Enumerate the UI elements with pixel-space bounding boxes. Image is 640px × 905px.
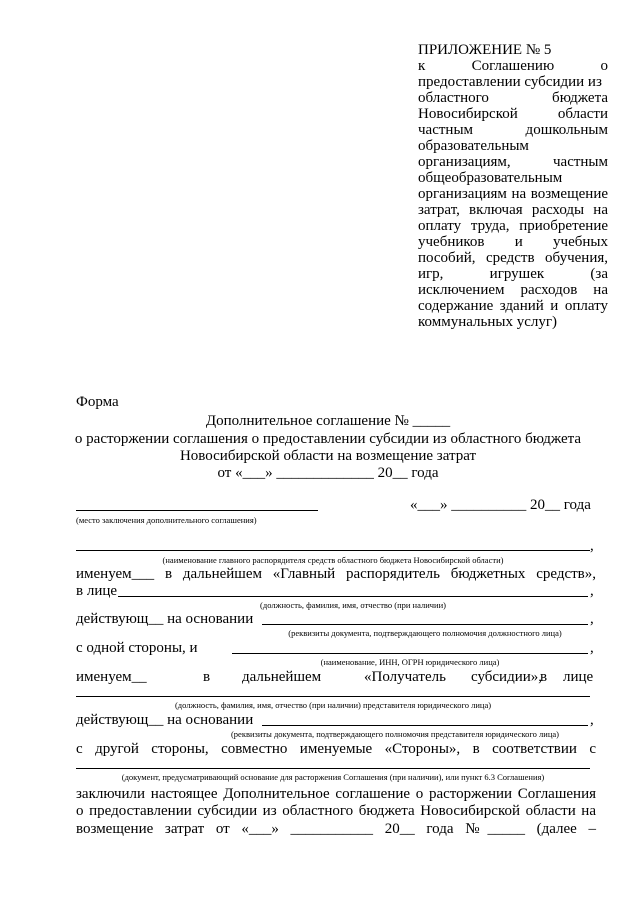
appendix-line: содержание зданий и оплату	[418, 298, 608, 314]
header-subtitle: Новосибирской области на возмещение затрат	[179, 448, 477, 464]
appendix-line: предоставлении субсидии из	[418, 74, 602, 90]
rep-line	[76, 696, 590, 697]
appendix-line: организациям, частным	[418, 154, 608, 170]
body-line: именуем___ в дальнейшем «Главный распорядитель бюджетных средств»,	[76, 566, 596, 582]
appendix-line: к Соглашению о	[418, 58, 608, 74]
place-line	[76, 510, 318, 511]
word: субсидии»,	[471, 669, 543, 685]
header-subtitle: о расторжении соглашения о предоставлении субсидии из областного бюджета	[74, 431, 582, 447]
appendix-line: Новосибирской области	[418, 106, 608, 122]
agreement-date: «___» __________ 20__ года	[410, 497, 591, 513]
appendix-block	[418, 42, 608, 330]
org-caption: (наименование, ИНН, ОГРН юридического лица)	[320, 657, 500, 667]
position-caption: (должность, фамилия, имя, отчество (при наличии)	[260, 600, 446, 610]
appendix-line: организациям на возмещение	[418, 186, 608, 202]
in-person-label: в лице	[76, 583, 118, 599]
document-page: ПРИЛОЖЕНИЕ № 5 к Соглашению о предоставлении субсидии из областного бюджета Новосибирской области частным дошкольным образовательным организациям, частным общеобразовательным организациям на возмещение затрат, включая расходы на оплату труда, приобретение учебников и учебных пособий, средств обучения, игр, игрушек (за исключением расходов на содержание зданий и оплату коммунальных услуг) Форма Дополнительное соглашение № _____ о расторжении соглашения о предоставлении субсидии из областного бюджета Новосибирской области на возмещение затрат от «___» _____________ 20__ года «___» __________ 20__ года (место заключения дополнительного соглашения) , (наименование главного распорядителя средств областного бюджета Новосибирской области) именуем___ в дальнейшем «Главный распорядитель бюджетных средств», в лице , (должность, фамилия, имя, отчество (при наличии) действующ__ на основании , (реквизиты документа, подтверждающего полномочия должностного лица) с одной стороны, и , (наименование, ИНН, ОГРН юридического лица) именуем__ в дальнейшем «Получатель субсидии», в лице (должность, фамилия, имя, отчество (при наличии) представителя юридического лица) действующ__ на основании , (реквизиты документа, подтверждающего полномочия представителя юридического лица) с другой стороны, совместно именуемые «Стороны», в соответствии с (документ, предусматривающий основание для расторжения Соглашения (при наличии), или пункт 6.3 Соглашения) заключили настоящее Дополнительное соглашение о расторжении Соглашения о предоставлении субсидии из областного бюджета Новосибирской области на возмещение затрат от «___» ___________ 20__ года №_____ (далее –	[0, 0, 640, 905]
appendix-line: областного бюджета	[418, 90, 608, 106]
header-title: Дополнительное соглашение № _____	[205, 413, 451, 429]
doc-caption: (реквизиты документа, подтверждающего полномочия должностного лица)	[288, 628, 562, 638]
body-line: о предоставлении субсидии из областного бюджета Новосибирской области на	[76, 803, 596, 819]
header-date: от «___» _____________ 20__ года	[217, 465, 439, 481]
rep-caption: (должность, фамилия, имя, отчество (при наличии) представителя юридического лица)	[174, 700, 492, 710]
person-line	[118, 596, 588, 597]
manager-line	[76, 550, 590, 551]
appendix-line: общеобразовательным	[418, 170, 563, 186]
basis-line	[262, 725, 588, 726]
place-caption: (место заключения дополнительного соглашения)	[76, 515, 257, 525]
appendix-line: игр, игрушек (за	[418, 266, 608, 282]
acting-label: действующ__ на основании	[76, 611, 254, 627]
basis-caption: (документ, предусматривающий основание для расторжения Соглашения (при наличии), или пункт 6.3 Соглашения)	[121, 772, 545, 782]
form-label: Форма	[76, 394, 119, 410]
word: лице	[563, 669, 594, 685]
org-line	[232, 653, 588, 654]
word: в	[540, 669, 548, 685]
appendix-line: оплату труда, приобретение	[418, 218, 608, 234]
basis-doc-line	[76, 768, 590, 769]
body-line: возмещение затрат от «___» ___________ 20__ года №_____ (далее –	[76, 821, 596, 837]
appendix-line: исключением расходов на	[418, 282, 608, 298]
appendix-title: ПРИЛОЖЕНИЕ № 5	[418, 42, 552, 58]
appendix-line: образовательным	[418, 138, 529, 154]
one-side-label: с одной стороны, и	[76, 640, 198, 656]
appendix-line: затрат, включая расходы на	[418, 202, 608, 218]
appendix-line: учебников и учебных	[418, 234, 608, 250]
appendix-line: пособий, средств обучения,	[418, 250, 608, 266]
body-line: с другой стороны, совместно именуемые «Стороны», в соответствии с	[76, 741, 596, 757]
appendix-line: коммунальных услуг)	[418, 314, 558, 330]
acting-label: действующ__ на основании	[76, 712, 254, 728]
doc-caption: (реквизиты документа, подтверждающего полномочия представителя юридического лица)	[230, 729, 560, 739]
basis-line	[262, 624, 588, 625]
body-line: заключили настоящее Дополнительное соглашение о расторжении Соглашения	[76, 786, 596, 802]
appendix-line: частным дошкольным	[418, 122, 608, 138]
manager-caption: (наименование главного распорядителя средств областного бюджета Новосибирской области)	[162, 555, 504, 565]
word: именуем__	[76, 669, 147, 685]
word: «Получатель	[364, 669, 446, 685]
word: в	[203, 669, 211, 685]
word: дальнейшем	[242, 669, 322, 685]
